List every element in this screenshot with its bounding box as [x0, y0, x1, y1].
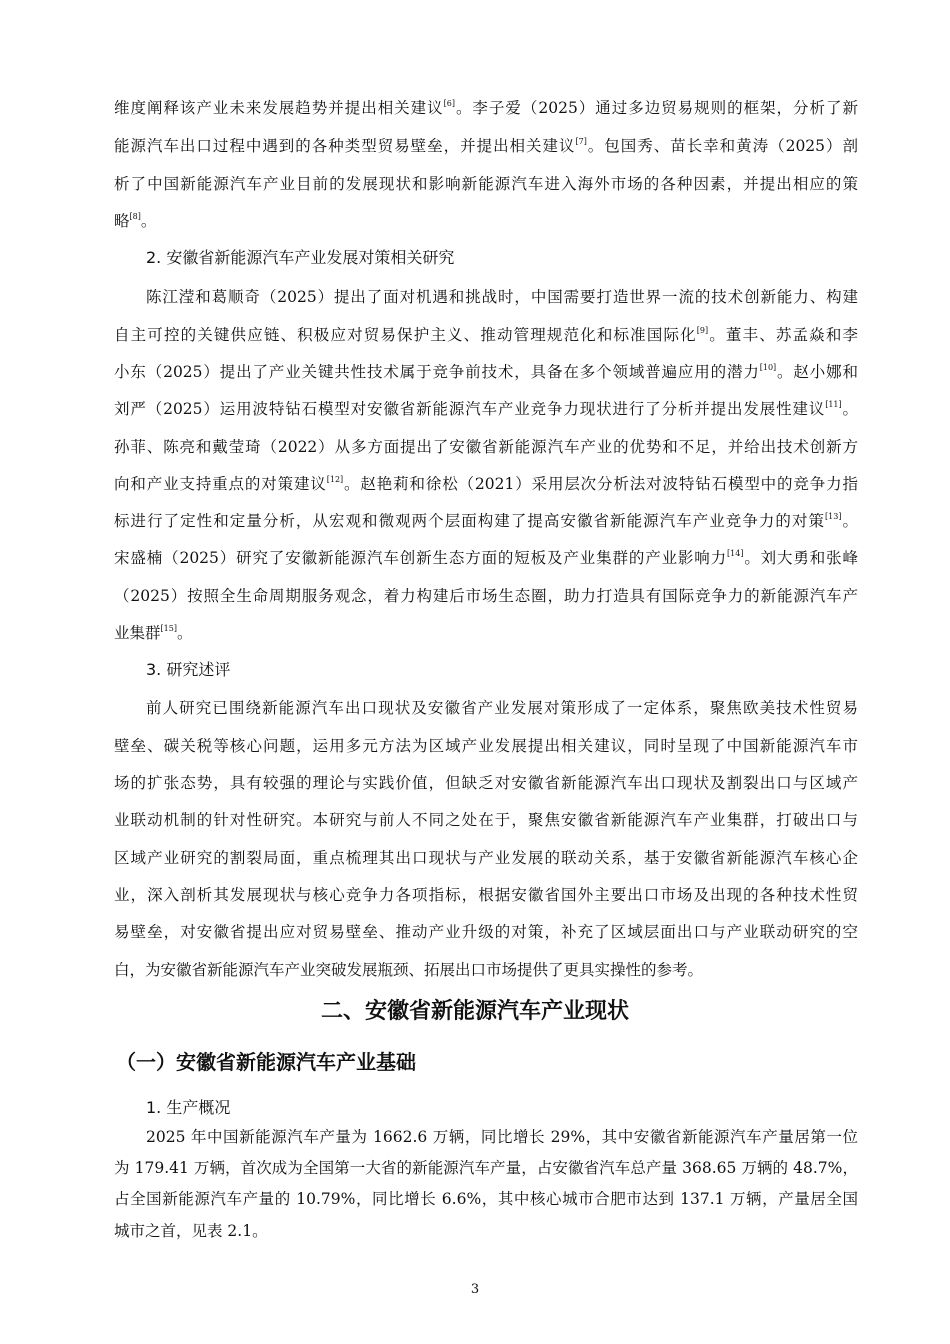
paragraph-line: 维度阐释该产业未来发展趋势并提出相关建议[6]。李子爱（2025）通过多边贸易规则的框架，分析了新 — [114, 99, 858, 117]
paragraph-line: 陈江滢和葛顺奇（2025）提出了面对机遇和挑战时，中国需要打造世界一流的技术创新能力、构建 — [146, 288, 858, 306]
paragraph-line: 为 179.41 万辆，首次成为全国第一大省的新能源汽车产量，占安徽省汽车总产量 368.65 万辆的 48.7%， — [114, 1159, 858, 1177]
paragraph-line: 宋盛楠（2025）研究了安徽新能源汽车创新生态方面的短板及产业集群的产业影响力[14]。刘大勇和张峰 — [114, 549, 858, 567]
paragraph-line: 业联动机制的针对性研究。本研究与前人不同之处在于，聚焦安徽省新能源汽车产业集群，打破出口与 — [114, 811, 858, 829]
paragraph-line: 刘严（2025）运用波特钻石模型对安徽省新能源汽车产业竞争力现状进行了分析并提出发展性建议[11]。 — [114, 400, 858, 418]
paragraph-line: 标进行了定性和定量分析，从宏观和微观两个层面构建了提高安徽省新能源汽车产业竞争力的对策[13]。 — [114, 512, 858, 530]
page-number: 3 — [470, 1282, 480, 1297]
paragraph-line: 易壁垒，对安徽省提出应对贸易壁垒、推动产业升级的对策，补充了区域层面出口与产业联动研究的空 — [114, 923, 858, 941]
paragraph-line: 2025 年中国新能源汽车产量为 1662.6 万辆，同比增长 29%，其中安徽省新能源汽车产量居第一位 — [146, 1128, 858, 1146]
citation-ref: [6] — [443, 99, 455, 108]
paragraph-line: 业，深入剖析其发展现状与核心竞争力各项指标，根据安徽省国外主要出口市场及出现的各种技术性贸 — [114, 886, 858, 904]
citation-ref: [15] — [160, 624, 177, 633]
paragraph-line: 前人研究已围绕新能源汽车出口现状及安徽省产业发展对策形成了一定体系，聚焦欧美技术性贸易 — [146, 699, 858, 717]
paragraph-line: 析了中国新能源汽车产业目前的发展现状和影响新能源汽车进入海外市场的各种因素，并提出相应的策 — [114, 175, 858, 193]
citation-ref: [11] — [825, 400, 842, 409]
paragraph-line: 向和产业支持重点的对策建议[12]。赵艳莉和徐松（2021）采用层次分析法对波特钻石模型中的竞争力指 — [114, 475, 858, 493]
chapter-title: 二、安徽省新能源汽车产业现状 — [320, 999, 629, 1024]
paragraph-line: 业集群[15]。 — [114, 624, 193, 642]
paragraph-line: 区域产业研究的割裂局面，重点梳理其出口现状与产业发展的联动关系，基于安徽省新能源汽车核心企 — [114, 849, 858, 867]
citation-ref: [7] — [575, 137, 587, 146]
paragraph-line: 城市之首，见表 2.1。 — [114, 1222, 268, 1240]
paragraph-line: 场的扩张态势，具有较强的理论与实践价值，但缺乏对安徽省新能源汽车出口现状及割裂出口与区域产 — [114, 774, 858, 792]
paragraph-line: 自主可控的关键供应链、积极应对贸易保护主义、推动管理规范化和标准国际化[9]。董丰、苏孟焱和李 — [114, 326, 858, 344]
subsection-heading: 2. 安徽省新能源汽车产业发展对策相关研究 — [146, 248, 455, 267]
citation-ref: [10] — [759, 363, 777, 372]
section-title: （一）安徽省新能源汽车产业基础 — [116, 1050, 416, 1074]
paragraph-line: 略[8]。 — [114, 212, 157, 230]
paragraph-line: 壁垒、碳关税等核心问题，运用多元方法为区域产业发展提出相关建议，同时呈现了中国新能源汽车市 — [114, 737, 858, 755]
subsection-heading: 3. 研究述评 — [146, 660, 231, 679]
citation-ref: [12] — [326, 475, 344, 484]
paragraph-line: 小东（2025）提出了产业关键共性技术属于竞争前技术，具备在多个领域普遍应用的潜力[10]。赵小娜和 — [114, 363, 858, 381]
subsection-heading: 1. 生产概况 — [146, 1098, 231, 1117]
citation-ref: [14] — [727, 549, 744, 558]
paragraph-line: 白，为安徽省新能源汽车产业突破发展瓶颈、拓展出口市场提供了更具实操性的参考。 — [114, 961, 704, 979]
paragraph-line: （2025）按照全生命周期服务观念，着力构建后市场生态圈，助力打造具有国际竞争力的新能源汽车产 — [114, 587, 858, 605]
paragraph-line: 占全国新能源汽车产量的 10.79%，同比增长 6.6%，其中核心城市合肥市达到 137.1 万辆，产量居全国 — [114, 1190, 858, 1208]
citation-ref: [8] — [129, 212, 141, 221]
paragraph-line: 能源汽车出口过程中遇到的各种类型贸易壁垒，并提出相关建议[7]。包国秀、苗长幸和黄涛（2025）剖 — [114, 137, 858, 155]
paragraph-line: 孙菲、陈亮和戴莹琦（2022）从多方面提出了安徽省新能源汽车产业的优势和不足，并给出技术创新方 — [114, 438, 858, 456]
citation-ref: [13] — [825, 512, 842, 521]
citation-ref: [9] — [696, 326, 709, 335]
